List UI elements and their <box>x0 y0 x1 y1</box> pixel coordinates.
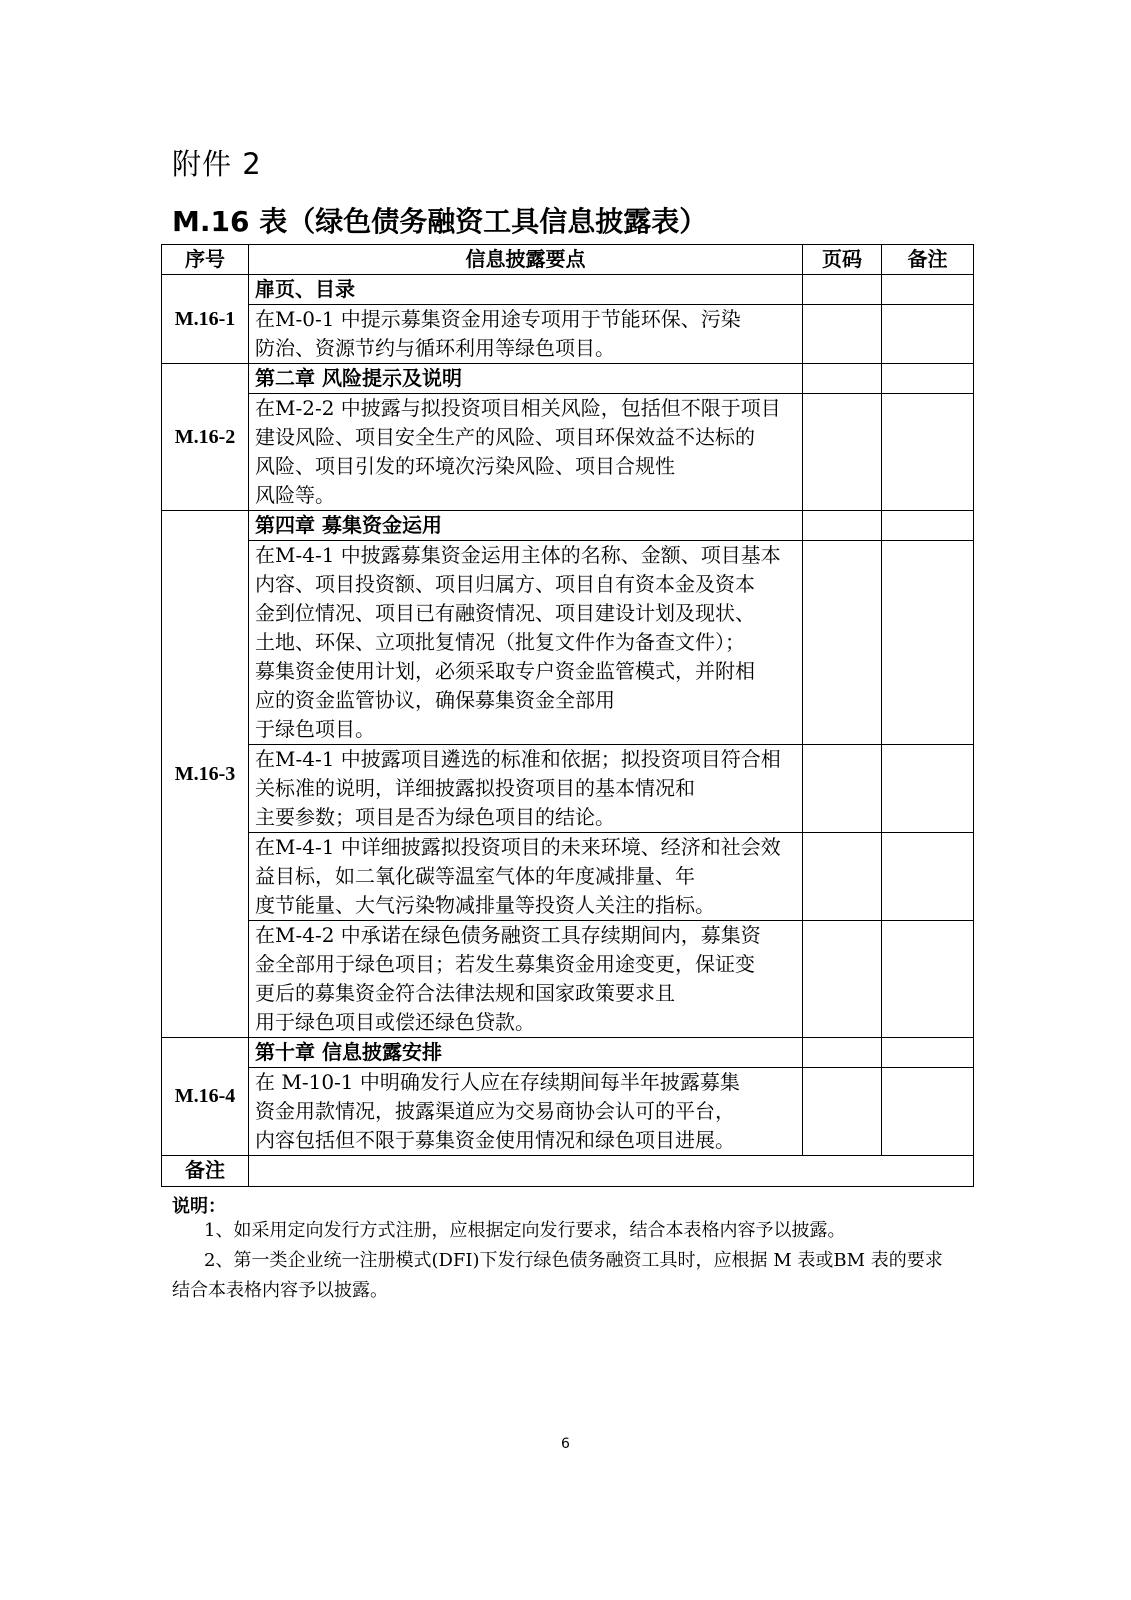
note-1: 1、如采用定向发行方式注册，应根据定向发行要求，结合本表格内容予以披露。 <box>204 1220 846 1241</box>
remarks-cell <box>882 394 974 511</box>
page-cell <box>803 511 882 541</box>
disclosure-line: 募集资金使用计划，必须采取专户资金监管模式，并附相 <box>255 659 755 683</box>
disclosure-item <box>249 394 803 511</box>
disclosure-item <box>249 305 803 364</box>
remarks-cell <box>882 305 974 364</box>
disclosure-line: 度节能量、大气污染物减排量等投资人关注的指标。 <box>255 893 715 917</box>
page-title: M.16 表（绿色债务融资工具信息披露表） <box>172 205 708 238</box>
table-row <box>162 1038 974 1068</box>
table-row <box>162 541 974 745</box>
disclosure-line: 风险等。 <box>255 483 335 507</box>
remarks-cell <box>882 745 974 833</box>
page-cell <box>803 364 882 394</box>
section-code: M.16-3 <box>162 511 249 1038</box>
page-number: 6 <box>561 1436 570 1452</box>
disclosure-line: 内容包括但不限于募集资金使用情况和绿色项目进展。 <box>255 1128 735 1152</box>
table-row <box>162 511 974 541</box>
disclosure-line: 用于绿色项目或偿还绿色贷款。 <box>255 1010 535 1034</box>
table-row <box>162 364 974 394</box>
disclosure-line: 在M-4-1 中详细披露拟投资项目的未来环境、经济和社会效 <box>255 835 781 859</box>
remarks-cell <box>882 541 974 745</box>
table-row <box>162 275 974 305</box>
disclosure-line: 内容、项目投资额、项目归属方、项目自有资本金及资本 <box>255 572 755 596</box>
page-cell <box>803 745 882 833</box>
note-2: 2、第一类企业统一注册模式(DFI)下发行绿色债务融资工具时，应根据 M 表或BM 表的要求 <box>204 1250 943 1271</box>
disclosure-line: 建设风险、项目安全生产的风险、项目环保效益不达标的 <box>255 425 755 449</box>
disclosure-line: 土地、环保、立项批复情况（批复文件作为备查文件）； <box>255 630 745 654</box>
header-points: 信息披露要点 <box>249 245 803 275</box>
disclosure-item <box>249 745 803 833</box>
page-cell <box>803 394 882 511</box>
table-row <box>162 745 974 833</box>
disclosure-line: 在M-0-1 中提示募集资金用途专项用于节能环保、污染 <box>255 307 741 331</box>
disclosure-line: 在 M-10-1 中明确发行人应在存续期间每半年披露募集 <box>255 1070 740 1094</box>
disclosure-line: 应的资金监管协议，确保募集资金全部用 <box>255 688 615 712</box>
remarks-cell <box>882 1038 974 1068</box>
table-footer-row <box>162 1156 974 1187</box>
table-row <box>162 394 974 511</box>
section-heading: 第十章 信息披露安排 <box>249 1038 803 1068</box>
page-cell <box>803 1068 882 1156</box>
disclosure-line: 金全部用于绿色项目；若发生募集资金用途变更，保证变 <box>255 952 755 976</box>
note-2-continued: 结合本表格内容予以披露。 <box>172 1280 388 1301</box>
remarks-cell <box>882 833 974 921</box>
disclosure-line: 在M-4-1 中披露募集资金运用主体的名称、金额、项目基本 <box>255 543 781 567</box>
remarks-cell <box>882 511 974 541</box>
disclosure-item <box>249 1068 803 1156</box>
section-heading: 第二章 风险提示及说明 <box>249 364 803 394</box>
footer-remarks-cell <box>249 1156 974 1187</box>
disclosure-line: 关标准的说明，详细披露拟投资项目的基本情况和 <box>255 776 695 800</box>
remarks-cell <box>882 921 974 1038</box>
notes-title: 说明： <box>172 1196 226 1217</box>
header-page: 页码 <box>803 245 882 275</box>
remarks-cell <box>882 275 974 305</box>
section-heading: 第四章 募集资金运用 <box>249 511 803 541</box>
attachment-label: 附件 2 <box>172 147 262 181</box>
disclosure-line: 益目标，如二氧化碳等温室气体的年度减排量、年 <box>255 864 695 888</box>
section-heading: 扉页、目录 <box>249 275 803 305</box>
page-cell <box>803 921 882 1038</box>
disclosure-item <box>249 921 803 1038</box>
remarks-cell <box>882 1068 974 1156</box>
disclosure-line: 风险、项目引发的环境次污染风险、项目合规性 <box>255 454 675 478</box>
disclosure-line: 更后的募集资金符合法律法规和国家政策要求且 <box>255 981 675 1005</box>
table-header-row <box>162 245 974 275</box>
remarks-cell <box>882 364 974 394</box>
page-cell <box>803 305 882 364</box>
disclosure-line: 防治、资源节约与循环利用等绿色项目。 <box>255 336 615 360</box>
header-seq: 序号 <box>162 245 249 275</box>
disclosure-line: 在M-4-1 中披露项目遴选的标准和依据；拟投资项目符合相 <box>255 747 781 771</box>
footer-label: 备注 <box>162 1156 249 1187</box>
disclosure-line: 于绿色项目。 <box>255 717 375 741</box>
section-code: M.16-1 <box>162 275 249 364</box>
page-cell <box>803 541 882 745</box>
page-cell <box>803 833 882 921</box>
page-cell <box>803 1038 882 1068</box>
disclosure-line: 主要参数；项目是否为绿色项目的结论。 <box>255 805 615 829</box>
header-remarks: 备注 <box>882 245 974 275</box>
page-cell <box>803 275 882 305</box>
section-code: M.16-2 <box>162 364 249 511</box>
disclosure-item <box>249 541 803 745</box>
disclosure-line: 金到位情况、项目已有融资情况、项目建设计划及现状、 <box>255 601 755 625</box>
disclosure-table <box>161 244 974 1187</box>
section-code: M.16-4 <box>162 1038 249 1156</box>
table-row <box>162 833 974 921</box>
table-row <box>162 1068 974 1156</box>
disclosure-line: 在M-2-2 中披露与拟投资项目相关风险，包括但不限于项目 <box>255 396 781 420</box>
disclosure-line: 在M-4-2 中承诺在绿色债务融资工具存续期间内，募集资 <box>255 923 761 947</box>
disclosure-line: 资金用款情况，披露渠道应为交易商协会认可的平台， <box>255 1099 735 1123</box>
table-row <box>162 305 974 364</box>
table-row <box>162 921 974 1038</box>
disclosure-item <box>249 833 803 921</box>
